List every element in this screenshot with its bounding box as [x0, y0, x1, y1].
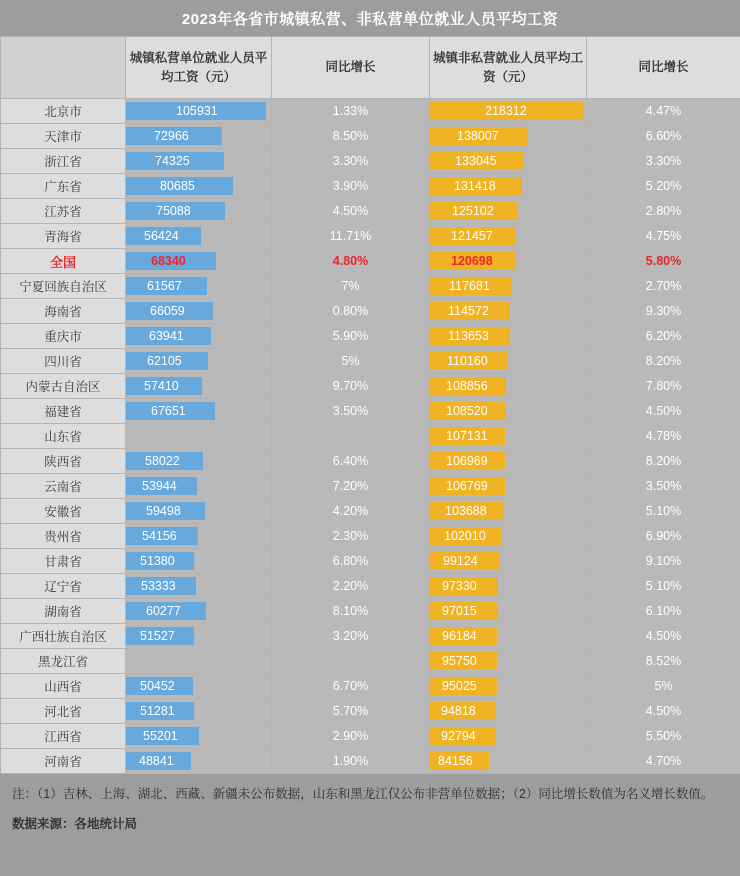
header-row — [1, 37, 740, 99]
region-label: 福建省 — [1, 399, 126, 424]
private-growth-value: 3.30% — [272, 149, 430, 174]
nonprivate-wage-value: 96184 — [442, 629, 477, 643]
private-growth-value: 5% — [272, 349, 430, 374]
table-row — [1, 499, 740, 524]
nonprivate-growth-value: 6.90% — [587, 524, 740, 549]
nonprivate-growth-value: 4.75% — [587, 224, 740, 249]
table-row — [1, 174, 740, 199]
nonprivate-wage-value: 218312 — [485, 104, 527, 118]
nonprivate-wage-value: 108856 — [446, 379, 488, 393]
private-wage-bar-cell — [126, 99, 272, 124]
private-wage-bar-cell — [126, 249, 272, 274]
nonprivate-wage-value: 108520 — [446, 404, 488, 418]
private-growth-value: 8.50% — [272, 124, 430, 149]
nonprivate-growth-value: 6.10% — [587, 599, 740, 624]
table-body — [1, 99, 740, 774]
private-wage-bar-cell — [126, 174, 272, 199]
nonprivate-wage-bar-cell — [430, 124, 587, 149]
nonprivate-wage-value: 121457 — [451, 229, 493, 243]
region-label: 云南省 — [1, 474, 126, 499]
nonprivate-growth-value: 4.50% — [587, 624, 740, 649]
nonprivate-growth-value: 9.30% — [587, 299, 740, 324]
nonprivate-growth-value: 5.10% — [587, 499, 740, 524]
private-wage-bar-cell — [126, 474, 272, 499]
private-wage-bar-cell — [126, 374, 272, 399]
private-growth-value: 1.90% — [272, 749, 430, 774]
nonprivate-wage-value: 120698 — [451, 254, 493, 268]
nonprivate-wage-bar-cell — [430, 649, 587, 674]
private-wage-value: 51527 — [140, 629, 175, 643]
table-row — [1, 324, 740, 349]
table-row — [1, 674, 740, 699]
nonprivate-growth-value: 4.70% — [587, 749, 740, 774]
region-label: 广东省 — [1, 174, 126, 199]
private-wage-bar-cell — [126, 749, 272, 774]
private-growth-value: 4.80% — [272, 249, 430, 274]
table-row — [1, 224, 740, 249]
column-header-region — [1, 37, 126, 99]
region-label: 天津市 — [1, 124, 126, 149]
table-row — [1, 124, 740, 149]
table-row — [1, 374, 740, 399]
nonprivate-wage-bar-cell — [430, 374, 587, 399]
region-label: 宁夏回族自治区 — [1, 274, 126, 299]
nonprivate-growth-value: 4.50% — [587, 399, 740, 424]
region-label: 海南省 — [1, 299, 126, 324]
table-row — [1, 749, 740, 774]
private-wage-value: 55201 — [143, 729, 178, 743]
private-growth-value: 7.20% — [272, 474, 430, 499]
nonprivate-wage-value: 84156 — [438, 754, 473, 768]
private-wage-value: 51281 — [140, 704, 175, 718]
private-wage-bar-cell — [126, 724, 272, 749]
nonprivate-wage-value: 97015 — [442, 604, 477, 618]
private-wage-value: 67651 — [151, 404, 186, 418]
nonprivate-wage-value: 114572 — [448, 304, 489, 318]
nonprivate-wage-bar-cell — [430, 599, 587, 624]
nonprivate-wage-bar-cell — [430, 424, 587, 449]
column-header-nonprivate-growth: 同比增长 — [587, 37, 740, 99]
private-growth-value: 8.10% — [272, 599, 430, 624]
table-row — [1, 449, 740, 474]
nonprivate-wage-value: 94818 — [441, 704, 476, 718]
nonprivate-growth-value: 2.80% — [587, 199, 740, 224]
region-label: 安徽省 — [1, 499, 126, 524]
private-wage-value: 50452 — [140, 679, 175, 693]
private-wage-bar-cell — [126, 649, 272, 674]
nonprivate-wage-bar-cell — [430, 174, 587, 199]
private-growth-value: 2.20% — [272, 574, 430, 599]
nonprivate-wage-bar-cell — [430, 749, 587, 774]
private-wage-value: 72966 — [154, 129, 189, 143]
nonprivate-wage-bar-cell — [430, 699, 587, 724]
nonprivate-growth-value: 4.47% — [587, 99, 740, 124]
private-wage-value: 57410 — [144, 379, 179, 393]
nonprivate-growth-value: 8.20% — [587, 449, 740, 474]
private-growth-value: 7% — [272, 274, 430, 299]
nonprivate-wage-bar-cell — [430, 149, 587, 174]
table-row — [1, 549, 740, 574]
private-growth-value: 3.90% — [272, 174, 430, 199]
table-row — [1, 349, 740, 374]
nonprivate-wage-bar-cell — [430, 624, 587, 649]
nonprivate-wage-value: 110160 — [447, 354, 488, 368]
footnote-text: 注：（1）吉林、上海、湖北、西藏、新疆未公布数据，山东和黑龙江仅公布非营单位数据；（2）同比增长数值为名义增长数值。 — [12, 787, 714, 801]
nonprivate-wage-value: 107131 — [446, 429, 488, 443]
table-row — [1, 599, 740, 624]
private-wage-bar-cell — [126, 399, 272, 424]
region-label: 陕西省 — [1, 449, 126, 474]
region-label: 贵州省 — [1, 524, 126, 549]
private-wage-value: 51380 — [140, 554, 175, 568]
nonprivate-wage-bar-cell — [430, 524, 587, 549]
nonprivate-growth-value: 3.30% — [587, 149, 740, 174]
region-label: 湖南省 — [1, 599, 126, 624]
private-wage-bar-cell — [126, 349, 272, 374]
nonprivate-wage-bar-cell — [430, 249, 587, 274]
private-growth-value: 6.70% — [272, 674, 430, 699]
table-row — [1, 574, 740, 599]
table-row — [1, 699, 740, 724]
private-wage-bar-cell — [126, 324, 272, 349]
nonprivate-growth-value: 5.50% — [587, 724, 740, 749]
private-wage-value: 60277 — [146, 604, 181, 618]
region-label: 山东省 — [1, 424, 126, 449]
nonprivate-wage-value: 113653 — [448, 329, 489, 343]
column-header-private-wage: 城镇私营单位就业人员平均工资（元） — [126, 37, 272, 99]
nonprivate-wage-value: 97330 — [442, 579, 477, 593]
nonprivate-growth-value: 2.70% — [587, 274, 740, 299]
table-row — [1, 624, 740, 649]
nonprivate-wage-value: 131418 — [454, 179, 496, 193]
nonprivate-wage-value: 125102 — [452, 204, 494, 218]
region-label: 黑龙江省 — [1, 649, 126, 674]
private-growth-value: 6.80% — [272, 549, 430, 574]
page-title: 2023年各省市城镇私营、非私营单位就业人员平均工资 — [181, 11, 559, 28]
private-wage-value: 63941 — [149, 329, 184, 343]
nonprivate-growth-value: 4.50% — [587, 699, 740, 724]
private-wage-bar-cell — [126, 624, 272, 649]
nonprivate-growth-value: 7.80% — [587, 374, 740, 399]
private-wage-value: 105931 — [176, 104, 218, 118]
private-wage-value: 62105 — [147, 354, 182, 368]
nonprivate-wage-value: 92794 — [441, 729, 476, 743]
nonprivate-growth-value: 4.78% — [587, 424, 740, 449]
column-header-private-growth: 同比增长 — [272, 37, 430, 99]
private-wage-value: 58022 — [145, 454, 180, 468]
nonprivate-wage-bar-cell — [430, 549, 587, 574]
private-growth-value — [272, 424, 430, 449]
private-growth-value: 2.90% — [272, 724, 430, 749]
private-growth-value: 6.40% — [272, 449, 430, 474]
private-wage-value: 59498 — [146, 504, 181, 518]
table-row — [1, 524, 740, 549]
nonprivate-wage-value: 99124 — [443, 554, 478, 568]
nonprivate-wage-bar-cell — [430, 499, 587, 524]
private-wage-value: 74325 — [155, 154, 190, 168]
nonprivate-wage-value: 106769 — [446, 479, 488, 493]
nonprivate-growth-value: 5.20% — [587, 174, 740, 199]
table-row — [1, 474, 740, 499]
region-label: 全国 — [1, 249, 126, 274]
table-header — [1, 37, 740, 99]
table-row — [1, 724, 740, 749]
region-label: 四川省 — [1, 349, 126, 374]
region-label: 内蒙古自治区 — [1, 374, 126, 399]
nonprivate-wage-value: 102010 — [444, 529, 486, 543]
region-label: 河北省 — [1, 699, 126, 724]
private-wage-bar-cell — [126, 524, 272, 549]
private-growth-value: 1.33% — [272, 99, 430, 124]
nonprivate-growth-value: 5.80% — [587, 249, 740, 274]
region-label: 江西省 — [1, 724, 126, 749]
nonprivate-wage-value: 103688 — [445, 504, 487, 518]
private-wage-bar-cell — [126, 274, 272, 299]
region-label: 重庆市 — [1, 324, 126, 349]
private-wage-value: 80685 — [160, 179, 195, 193]
nonprivate-growth-value: 5% — [587, 674, 740, 699]
private-wage-value: 54156 — [142, 529, 177, 543]
nonprivate-wage-bar-cell — [430, 724, 587, 749]
private-growth-value: 0.80% — [272, 299, 430, 324]
nonprivate-wage-bar-cell — [430, 274, 587, 299]
nonprivate-growth-value: 3.50% — [587, 474, 740, 499]
private-wage-bar-cell — [126, 499, 272, 524]
table-row — [1, 649, 740, 674]
nonprivate-wage-bar-cell — [430, 299, 587, 324]
private-wage-bar-cell — [126, 424, 272, 449]
private-wage-value: 48841 — [139, 754, 174, 768]
private-growth-value: 4.20% — [272, 499, 430, 524]
nonprivate-wage-bar-cell — [430, 399, 587, 424]
region-label: 广西壮族自治区 — [1, 624, 126, 649]
nonprivate-wage-bar-cell — [430, 199, 587, 224]
private-growth-value: 4.50% — [272, 199, 430, 224]
nonprivate-growth-value: 6.60% — [587, 124, 740, 149]
nonprivate-growth-value: 8.52% — [587, 649, 740, 674]
private-wage-value: 75088 — [156, 204, 191, 218]
private-wage-bar-cell — [126, 574, 272, 599]
nonprivate-growth-value: 5.10% — [587, 574, 740, 599]
nonprivate-wage-bar-cell — [430, 324, 587, 349]
private-growth-value: 3.50% — [272, 399, 430, 424]
private-wage-value: 68340 — [151, 254, 186, 268]
private-growth-value: 11.71% — [272, 224, 430, 249]
private-growth-value — [272, 649, 430, 674]
region-label: 辽宁省 — [1, 574, 126, 599]
column-header-nonprivate-wage: 城镇非私营就业人员平均工资（元） — [430, 37, 587, 99]
table-row — [1, 299, 740, 324]
table-row — [1, 424, 740, 449]
region-label: 山西省 — [1, 674, 126, 699]
nonprivate-wage-value: 117681 — [449, 279, 490, 293]
private-growth-value: 9.70% — [272, 374, 430, 399]
region-label: 青海省 — [1, 224, 126, 249]
nonprivate-wage-bar-cell — [430, 224, 587, 249]
nonprivate-wage-bar-cell — [430, 574, 587, 599]
table-row — [1, 149, 740, 174]
nonprivate-wage-value: 138007 — [457, 129, 499, 143]
table-row — [1, 199, 740, 224]
private-wage-value: 53333 — [141, 579, 176, 593]
private-growth-value: 2.30% — [272, 524, 430, 549]
private-growth-value: 5.90% — [272, 324, 430, 349]
region-label: 甘肃省 — [1, 549, 126, 574]
private-growth-value: 3.20% — [272, 624, 430, 649]
private-wage-bar-cell — [126, 449, 272, 474]
nonprivate-wage-bar-cell — [430, 474, 587, 499]
private-wage-bar-cell — [126, 674, 272, 699]
table-row — [1, 99, 740, 124]
nonprivate-wage-bar-cell — [430, 449, 587, 474]
private-wage-value: 66059 — [150, 304, 185, 318]
nonprivate-wage-value: 133045 — [455, 154, 497, 168]
private-wage-value: 56424 — [144, 229, 179, 243]
nonprivate-growth-value: 8.20% — [587, 349, 740, 374]
region-label: 江苏省 — [1, 199, 126, 224]
region-label: 浙江省 — [1, 149, 126, 174]
private-wage-bar-cell — [126, 149, 272, 174]
data-source: 数据来源：各地统计局 — [12, 817, 138, 831]
region-label: 河南省 — [1, 749, 126, 774]
nonprivate-growth-value: 6.20% — [587, 324, 740, 349]
private-wage-bar-cell — [126, 199, 272, 224]
private-wage-bar-cell — [126, 599, 272, 624]
nonprivate-wage-bar-cell — [430, 349, 587, 374]
private-wage-bar-cell — [126, 124, 272, 149]
table-row — [1, 274, 740, 299]
private-growth-value: 5.70% — [272, 699, 430, 724]
region-label: 北京市 — [1, 99, 126, 124]
private-wage-bar-cell — [126, 299, 272, 324]
private-wage-bar-cell — [126, 549, 272, 574]
wage-table — [0, 36, 740, 774]
nonprivate-wage-value: 106969 — [446, 454, 488, 468]
private-wage-value: 53944 — [142, 479, 177, 493]
nonprivate-wage-bar-cell — [430, 99, 587, 124]
private-wage-bar-cell — [126, 224, 272, 249]
nonprivate-wage-value: 95025 — [442, 679, 477, 693]
nonprivate-wage-bar-cell — [430, 674, 587, 699]
table-row — [1, 399, 740, 424]
table-row — [1, 249, 740, 274]
private-wage-value: 61567 — [147, 279, 182, 293]
private-wage-bar-cell — [126, 699, 272, 724]
nonprivate-wage-value: 95750 — [442, 654, 477, 668]
nonprivate-growth-value: 9.10% — [587, 549, 740, 574]
